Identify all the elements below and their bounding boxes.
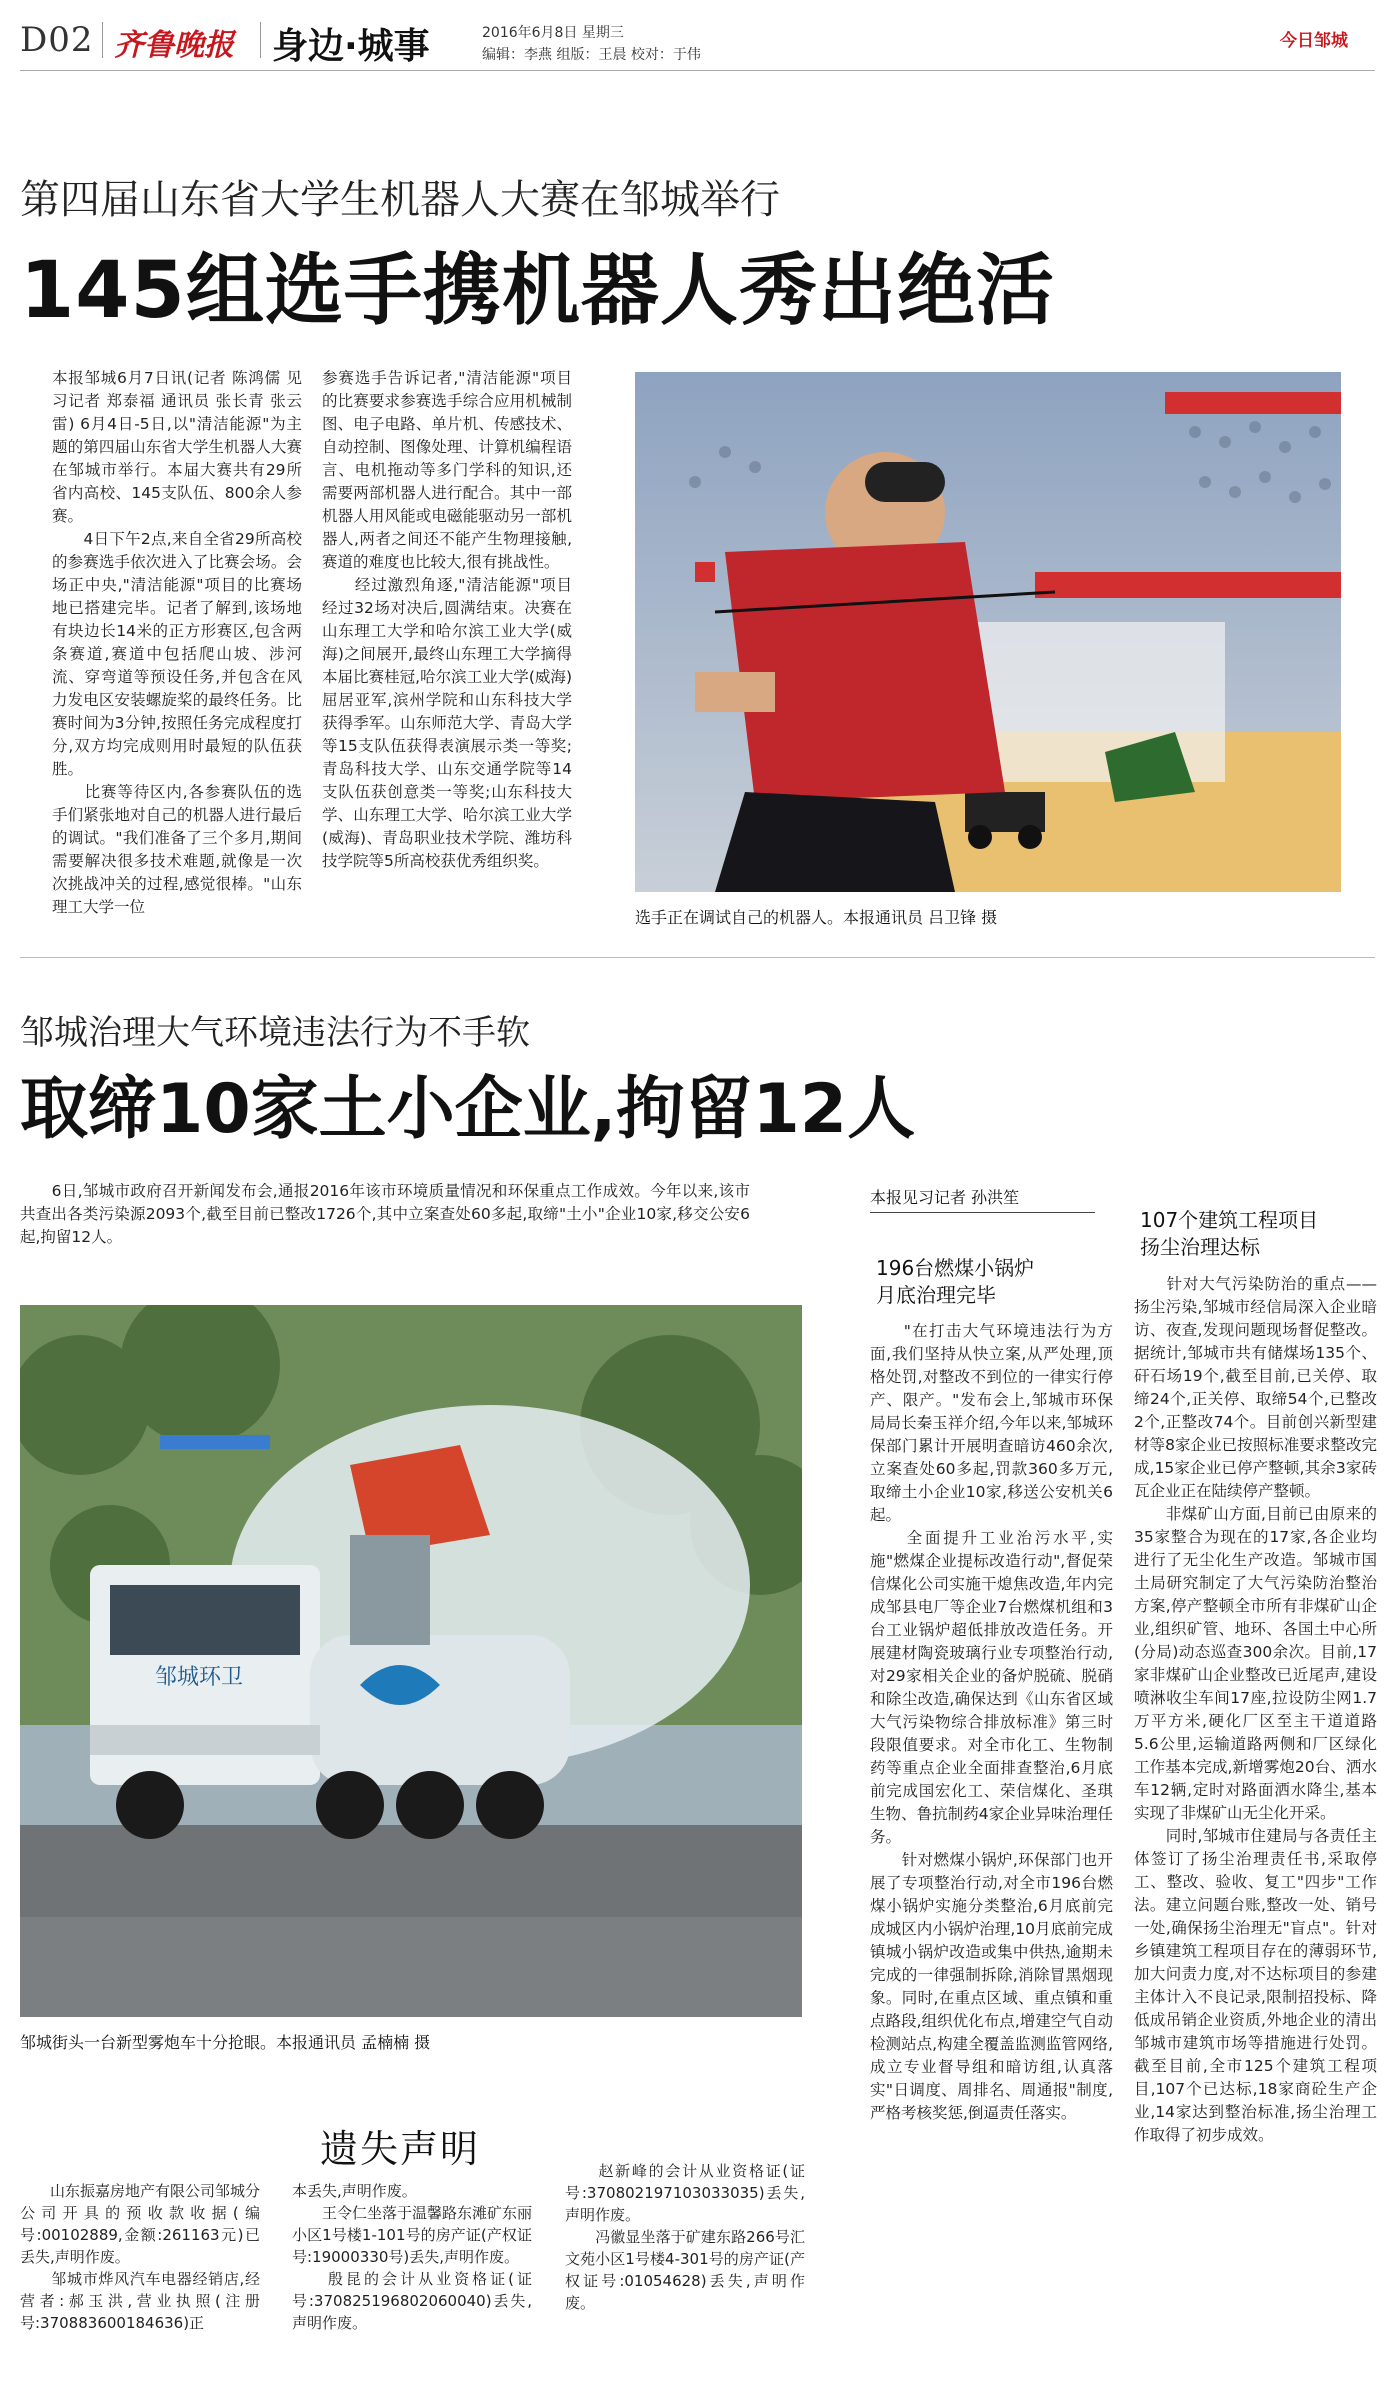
edition-name: 今日邹城 [1280,31,1348,51]
article1-headline: 145组选手携机器人秀出绝活 [20,246,1055,336]
article2-kicker: 邹城治理大气环境违法行为不手软 [20,1013,530,1053]
notice-column-1: 山东振嘉房地产有限公司邹城分公司开具的预收款收据(编号:00102889,金额:261163元)已丢失,声明作废。 邹城市烨风汽车电器经销店,经营者:郝玉洪,营业执照(注册号:370883600184636)正 [20,2182,260,2332]
article1-column-2: 参赛选手告诉记者,"清洁能源"项目的比赛要求参赛选手综合应用机械制图、电子电路、单片机、传感技术、自动控制、图像处理、计算机编程语言、电机拖动等多门学科的知识,还需要两部机器人进行配合。其中一部机器人用风能或电磁能驱动另一部机器人,两者之间还不能产生物理接触,赛道的难度也比较大,很有挑战性。 经过激烈角逐,"清洁能源"项目经过32场对决后,圆满结束。决赛在山东理工大学和哈尔滨工业大学(威海)之间展开,最终山东理工大学摘得本届比赛桂冠,哈尔滨工业大学(威海)屈居亚军,滨州学院和山东科技大学获得季军。山东师范大学、青岛大学等15支队伍获得表演展示类一等奖;青岛科技大学、山东交通学院等14支队伍获创意类一等奖;山东科技大学、山东理工大学、哈尔滨工业大学(威海)、青岛职业技术学院、潍坊科技学院等5所高校获优秀组织奖。 [322,369,572,870]
article2-byline: 本报见习记者 孙洪笙 [870,1188,1020,1207]
notice-column-3: 赵新峰的会计从业资格证(证号:370802197103033035)丢失,声明作废。 冯徽显坐落于矿建东路266号汇文苑小区1号楼4-301号的房产证(产权证号:01054628)丢失,声明作废。 [565,2162,805,2312]
fog-cannon-photo [20,1305,802,2017]
page-header [20,14,1380,74]
robot-photo [635,372,1341,892]
robot-photo-image [635,372,1341,892]
fog-cannon-photo-caption: 邹城街头一台新型雾炮车十分抢眼。本报通讯员 孟楠楠 摄 [20,2033,431,2052]
fog-cannon-photo-image [20,1305,802,2017]
article1-column-1: 本报邹城6月7日讯(记者 陈鸿儒 见习记者 郑泰福 通讯员 张长青 张云雷) 6月4日-5日,以"清洁能源"为主题的第四届山东省大学生机器人大赛在邹城市举行。本届大赛共有29所省内高校、145支队伍、800余人参赛。 4日下午2点,来自全省29所高校的参赛选手依次进入了比赛会场。会场正中央,"清洁能源"项目的比赛场地已搭建完毕。记者了解到,该场地有块边长14米的正方形赛区,包含两条赛道,赛道中包括爬山坡、涉河流、穿弯道等预设任务,并包含在风力发电区安装螺旋桨的最终任务。比赛时间为3分钟,按照任务完成程度打分,双方均完成则用时最短的队伍获胜。 比赛等待区内,各参赛队伍的选手们紧张地对自己的机器人进行最后的调试。"我们准备了三个多月,期间需要解决很多技术难题,就像是一次次挑战冲关的过程,感觉很棒。"山东理工大学一位 [52,369,302,916]
header-rule [20,70,1375,71]
robot-photo-caption: 选手正在调试自己的机器人。本报通讯员 吕卫锋 摄 [635,908,998,927]
article2-headline: 取缔10家土小企业,拘留12人 [20,1070,916,1149]
page-number: D02 [20,20,94,60]
article2-column-a: "在打击大气环境违法行为方面,我们坚持从快立案,从严处理,顶格处罚,对整改不到位的一律实行停产、限产。"发布会上,邹城市环保局局长秦玉祥介绍,今年以来,邹城环保部门累计开展明查暗访460余次,立案查处60多起,罚款360多万元,取缔土小企业10家,移送公安机关6起。 全面提升工业治污水平,实施"燃煤企业提标改造行动",督促荣信煤化公司实施干熄焦改造,年内完成邹县电厂等企业7台燃煤机组和3台工业锅炉超低排放改造任务。开展建材陶瓷玻璃行业专项整治行动,对29家相关企业的备炉脱硫、脱硝和除尘改造,确保达到《山东省区域大气污染物综合排放标准》第三时段限值要求。对全市化工、生物制药等重点企业全面排查整治,6月底前完成国宏化工、荣信煤化、圣琪生物、鲁抗制药4家企业异味治理任务。 针对燃煤小锅炉,环保部门也开展了专项整治行动,对全市196台燃煤小锅炉实施分类整治,6月底前完成城区内小锅炉治理,10月底前完成镇城小锅炉改造或集中供热,逾期未完成的一律强制拆除,消除冒黑烟现象。同时,在重点区域、重点镇和重点路段,组织优化布点,增建空气自动检测站点,构建全覆盖监测监管网络,成立专业督导组和暗访组,认真落实"日调度、周排名、周通报"制度,严格考核奖惩,倒逼责任落实。 [870,1322,1113,2122]
article1-kicker: 第四届山东省大学生机器人大赛在邹城举行 [20,177,780,223]
notice-column-2: 本丢失,声明作废。 王令仁坐落于温馨路东滩矿东丽小区1号楼1-101号的房产证(产权证号:19000330号)丢失,声明作废。 殷昆的会计从业资格证(证号:370825196802060040)丢失,声明作废。 [292,2182,532,2332]
article2-column-b: 针对大气污染防治的重点——扬尘污染,邹城市经信局深入企业暗访、夜查,发现问题现场督促整改。据统计,邹城市共有储煤场135个、矸石场19个,截至目前,已关停、取缔24个,正关停、取缔54个,已整改2个,正整改74个。目前创兴新型建材等8家企业已按照标准要求整改完成,15家企业已停产整顿,其余3家砖瓦企业正在陆续停产整顿。 非煤矿山方面,目前已由原来的35家整合为现在的17家,各企业均进行了无尘化生产改造。邹城市国土局研究制定了大气污染防治整治方案,停产整顿全市所有非煤矿山企业,组织矿管、地环、各国土中心所(分局)动态巡查300余次。目前,17家非煤矿山企业整改已近尾声,建设喷淋收尘车间17座,拉设防尘网1.7万平方米,硬化厂区至主干道道路5.6公里,运输道路两侧和厂区绿化工作基本完成,新增雾炮20台、洒水车12辆,定时对路面洒水降尘,基本实现了非煤矿山无尘化开采。 同时,邹城市住建局与各责任主体签订了扬尘治理责任书,采取停工、整改、验收、复工"四步"工作法。建立问题台账,整改一处、销号一处,确保扬尘治理无"盲点"。针对乡镇建筑工程项目存在的薄弱环节,加大问责力度,对不达标项目的参建主体计入不良记录,限制招投标、降低成吊销企业资质,外地企业的清出邹城市建筑市场等措施进行处罚。截至目前,全市125个建筑工程项目,107个已达标,18家商砼生产企业,14家达到整治标准,扬尘治理工作取得了初步成效。 [1134,1275,1377,2144]
notice-title: 遗失声明 [320,2127,481,2171]
divider-1 [102,22,103,58]
article2-subhead-2: 107个建筑工程项目 扬尘治理达标 [1140,1208,1319,1259]
editors: 编辑：李燕 组版：王晨 校对：于伟 [482,47,701,63]
section-name: 身边·城事 [272,26,430,67]
paper-logo: 齐鲁晚报 [114,28,234,63]
issue-date: 2016年6月8日 星期三 [482,25,624,41]
truck-label: 邹城环卫 [155,1665,244,1690]
article2-subhead-1: 196台燃煤小锅炉 月底治理完毕 [876,1256,1035,1307]
article2-lead: 6日,邹城市政府召开新闻发布会,通报2016年该市环境质量情况和环保重点工作成效。今年以来,该市共查出各类污染源2093个,截至目前已整改1726个,其中立案查处60多起,取缔"土小"企业10家,移交公安6起,拘留12人。 [20,1182,750,1246]
divider-2 [260,22,261,58]
article-divider [20,957,1375,958]
byline-rule [870,1212,1095,1213]
